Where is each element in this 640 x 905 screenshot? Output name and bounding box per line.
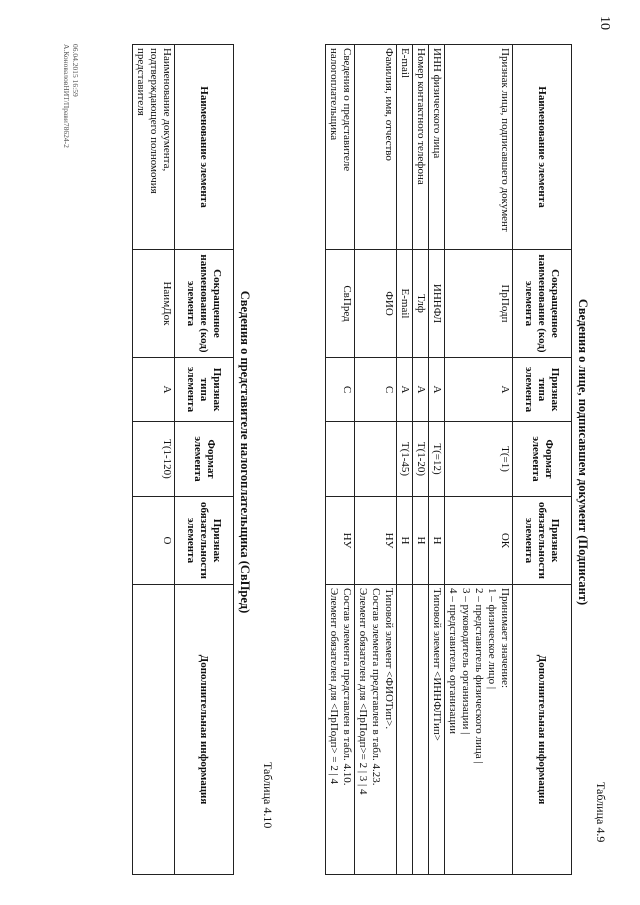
table-row [326,45,355,875]
table-row [397,45,413,875]
cell-code: ИННФЛ [429,250,445,358]
table-4-10-title: Сведения о представителе налогоплательщика (СвПред) [238,290,252,614]
header-type: Признак типа элемента [175,358,234,422]
header-format: Формат элемента [175,422,234,497]
header-code: Сокращенное наименование (код) элемента [513,250,572,358]
cell-format: T(1-20) [413,422,429,497]
cell-name: Сведения о представителе налогоплательщика [326,45,355,250]
info-line: Принимает значение: [499,588,511,689]
cell-required: Н [397,497,413,585]
table-4-9-title: Сведения о лице, подписавшем документ (Подписант) [576,298,590,606]
cell-code: ПрПодп [445,250,513,358]
cell-info [445,585,513,875]
table-header-row [175,45,234,875]
table-row [429,45,445,875]
cell-info [133,585,175,875]
info-line: Состав элемента представлен в табл. 4.23. [370,588,382,786]
cell-info [429,585,445,875]
header-type: Признак типа элемента [513,358,572,422]
cell-type: А [133,358,175,422]
info-line: Элемент обязателен для <ПрПодп>= 2 | 3 | 4 [357,588,369,795]
footer-stamp [62,44,80,148]
cell-format [355,422,397,497]
header-info: Дополнительная информация [513,585,572,875]
table-row [445,45,513,875]
cell-type: А [445,358,513,422]
cell-name: Признак лица, подписавшего документ [445,45,513,250]
rotated-page-content [20,22,620,882]
cell-name: Фамилия, имя, отчество [355,45,397,250]
cell-format: T(1-45) [397,422,413,497]
cell-format: T(1-120) [133,422,175,497]
footer-line: А.КоноваловНИТ/Прави78624-2 [62,44,71,148]
header-required: Признак обязательности элемента [175,497,234,585]
header-format: Формат элемента [513,422,572,497]
info-line: 1 – физическое лицо | [486,588,498,690]
table-row [413,45,429,875]
cell-format [326,422,355,497]
table-row [133,45,175,875]
table-4-10-caption: Таблица 4.10 [261,762,275,829]
table-4-9 [325,44,572,875]
header-info: Дополнительная информация [175,585,234,875]
table-header-row [513,45,572,875]
info-line: Типовой элемент <ИННФЛТип> [431,588,443,741]
cell-name: E-mail [397,45,413,250]
cell-info [326,585,355,875]
cell-type: С [326,358,355,422]
cell-info [413,585,429,875]
header-required: Признак обязательности элемента [513,497,572,585]
cell-required: НУ [355,497,397,585]
cell-code: Тлф [413,250,429,358]
cell-code: E-mail [397,250,413,358]
cell-info [355,585,397,875]
cell-required: НУ [326,497,355,585]
cell-format: T(=12) [429,422,445,497]
page-number: 10 [597,16,612,30]
footer-line: 06.04.2015 16:59 [71,44,80,97]
info-line: Типовой элемент <ФИОТип>. [383,588,395,730]
table-4-9-caption: Таблица 4.9 [594,782,608,843]
cell-format: T(=1) [445,422,513,497]
cell-required: Н [429,497,445,585]
info-line: 2 – представитель физического лица | [473,588,485,764]
cell-code: НаимДок [133,250,175,358]
cell-name: Номер контактного телефона [413,45,429,250]
info-line: Состав элемента представлен в табл. 4.10. [341,588,353,786]
cell-code: ФИО [355,250,397,358]
cell-type: А [397,358,413,422]
info-line: 3 – руководитель организации | [460,588,472,735]
header-name: Наименование элемента [175,45,234,250]
cell-type: А [413,358,429,422]
cell-code: СвПред [326,250,355,358]
info-line: 4 – представитель организации [447,588,459,735]
info-line: Элемент обязателен для <ПрПодп> = 2 | 4 [328,588,340,785]
cell-type: А [429,358,445,422]
cell-required: ОК [445,497,513,585]
cell-info [397,585,413,875]
header-code: Сокращенное наименование (код) элемента [175,250,234,358]
cell-name: ИНН физического лица [429,45,445,250]
cell-type: С [355,358,397,422]
cell-required: Н [413,497,429,585]
table-row [355,45,397,875]
table-4-10 [132,44,234,875]
cell-name: Наименование документа, подтверждающего полномочия представителя [133,45,175,250]
cell-required: О [133,497,175,585]
header-name: Наименование элемента [513,45,572,250]
